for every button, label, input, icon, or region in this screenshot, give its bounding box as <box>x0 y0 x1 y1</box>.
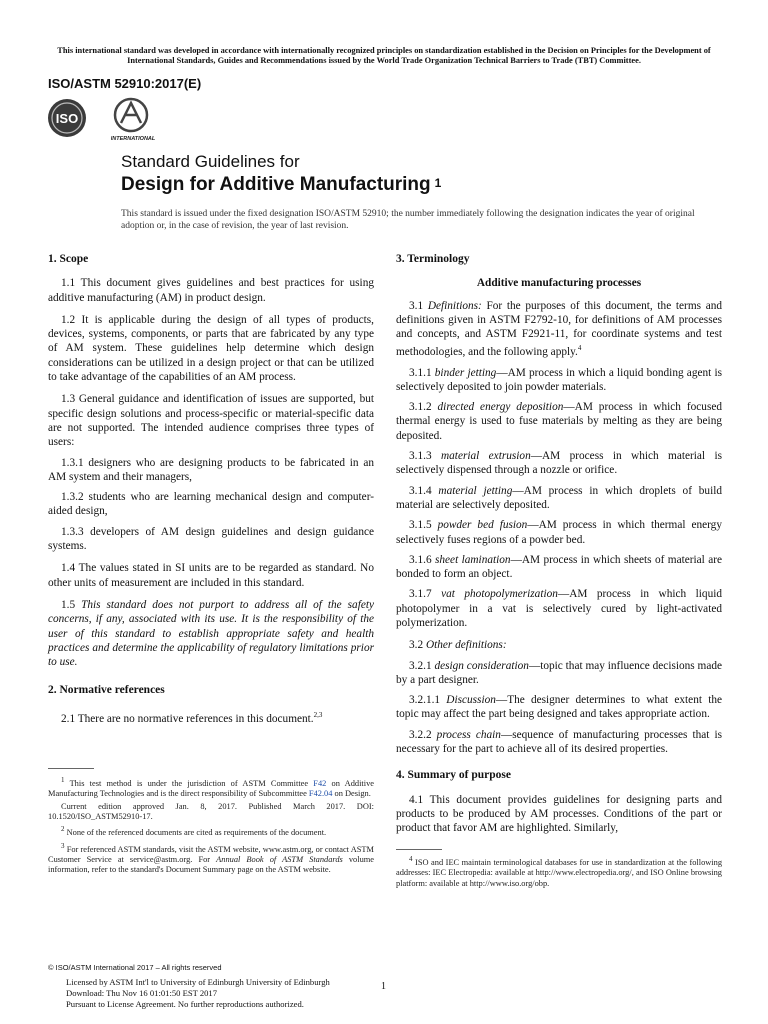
footnote-current-edition: Current edition approved Jan. 8, 2017. Published March 2017. DOI: 10.1520/ISO_ASTM52910-17. <box>48 801 374 822</box>
paragraph-1-3-1: 1.3.1 designers who are designing products to be fabricated in an AM system and their managers, <box>48 456 374 483</box>
paragraph-1-3-3: 1.3.3 developers of AM design guidelines and design guidance systems. <box>48 525 374 553</box>
section-heading-scope: 1. Scope <box>48 253 89 265</box>
subcommittee-link[interactable]: F42.04 <box>308 789 333 799</box>
footnote-4: $^4$ ISO and IEC maintain terminological databases for use in standardization at the following addresses: IEC Electropedia: available at http://www.electropedia.org/, and ISO Online browsing platform: available at http://www.iso.org/obp. <box>396 855 723 888</box>
definition-3-1-5: 3.1.5 powder bed fusion—AM process in which thermal energy selectively fuses regions of a powder bed. <box>396 519 722 546</box>
document-title <box>121 151 441 197</box>
section-heading-terminology: 3. Terminology <box>396 253 470 265</box>
paragraph-1-1: 1.1 This document gives guidelines and best practices for using additive manufacturing (AM) in product design. <box>48 277 374 304</box>
license-line-2: Download: Thu Nov 16 01:01:50 EST 2017 <box>66 988 218 998</box>
license-block <box>48 977 330 1010</box>
paragraph-2-1: 2.1 There are no normative references in this document.$^{2,3}$ <box>61 710 323 725</box>
section-heading-normative: 2. Normative references <box>48 684 165 697</box>
copyright-notice: © ISO/ASTM International 2017 – All rights reserved <box>48 963 222 972</box>
definition-3-1-1: 3.1.1 binder jetting—AM process in which a liquid bonding agent is selectively deposited to join powder materials. <box>396 366 722 393</box>
iso-logo-text: ISO <box>55 111 79 126</box>
section-heading-summary: 4. Summary of purpose <box>396 769 512 782</box>
standard-designation: ISO/ASTM 52910:2017(E) <box>48 76 202 91</box>
footnote-3: $^3$ For referenced ASTM standards, visit the ASTM website, www.astm.org, or contact ASTM Customer Service at service@astm.org. For Annual Book of ASTM Standards volume information, refer to the standard's Document Summary page on the ASTM website. <box>48 841 374 875</box>
terminology-subheading: Additive manufacturing processes <box>476 277 642 290</box>
license-line-3: Pursuant to License Agreement. No further reproductions authorized. <box>66 999 304 1009</box>
paragraph-4-1: 4.1 This document provides guidelines for designing parts and products to be produced by AM processes. Conditions of the part or product that favor AM are highlighted. Similarly, <box>396 793 722 835</box>
definition-3-2-2: 3.2.2 process chain—sequence of manufacturing processes that is necessary for the part to achieve all of its desired properties. <box>396 728 722 756</box>
page-footer <box>48 962 330 1010</box>
license-line-1: Licensed by ASTM Int'l to University of Edinburgh University of Edinburgh <box>66 977 330 987</box>
footnote-2: $^2$ None of the referenced documents are cited as requirements of the document. <box>61 825 327 838</box>
title-footnote-mark: 1 <box>434 176 442 190</box>
paragraph-1-3-2: 1.3.2 students who are learning mechanical design and computer-aided design, <box>48 491 374 518</box>
definition-3-2-1: 3.2.1 design consideration—topic that may influence decisions made by a part designer. <box>396 659 723 686</box>
footnote-1: $^1$ This test method is under the jurisdiction of ASTM Committee F42 on Additive Manufacturing Technologies and is the direct responsibility of Subcommittee F42.04 on Design. <box>48 776 374 799</box>
title-line-1: Standard Guidelines for <box>121 152 300 171</box>
left-column <box>48 252 374 734</box>
definition-3-1-2: 3.1.2 directed energy deposition—AM process in which focused thermal energy is used to fuse materials by melting as they are being deposited. <box>396 401 722 442</box>
paragraph-1-5: 1.5 This standard does not purport to address all of the safety concerns, if any, associated with its use. It is the responsibility of the user of this standard to establish appropriate safety and health practices and determine the applicability of regulatory limitations prior to use. <box>48 598 374 669</box>
definition-3-1-3: 3.1.3 material extrusion—AM process in which material is selectively dispensed through a nozzle or orifice. <box>396 450 722 477</box>
title-line-2: Design for Additive Manufacturing $^1$ <box>121 174 442 195</box>
paragraph-1-3: 1.3 General guidance and identification of issues are supported, but specific design solutions and process-specific or material-specific data are not supported. The intended audience comprises three types of users: <box>48 393 374 449</box>
left-footnotes <box>48 768 374 878</box>
iso-logo-icon <box>47 98 87 138</box>
astm-logo-text: INTERNATIONAL <box>111 136 155 142</box>
page-number: 1 <box>381 981 386 992</box>
paragraph-3-1: 3.1 Definitions: For the purposes of this document, the terms and definitions given in ASTM F2792-10, for definitions of AM processes and concepts, and ASTM F2921-11, for coordinate systems and test methodologies, and the following apply.$^4$ <box>396 299 723 359</box>
astm-logo-icon <box>111 97 155 143</box>
definition-3-2-1-1: 3.2.1.1 Discussion—The designer determines to what extent the topic may affect the part being designed and takes appropriate action. <box>396 694 722 721</box>
definition-3-1-6: 3.1.6 sheet lamination—AM process in which sheets of material are bonded to form an object. <box>396 553 722 581</box>
issued-statement: This standard is issued under the fixed designation ISO/ASTM 52910; the number immediately following the designation indicates the year of original adoption or, in the case of revision, the year of last revision. <box>121 209 695 231</box>
definition-3-1-7: 3.1.7 vat photopolymerization—AM process in which liquid photopolymer in a vat is selectively cured by light-activated polymerization. <box>396 588 723 629</box>
definition-3-1-4: 3.1.4 material jetting—AM process in which droplets of build material are selectively deposited. <box>396 484 722 511</box>
committee-link[interactable]: F42 <box>313 778 327 788</box>
paragraph-1-4: 1.4 The values stated in SI units are to be regarded as standard. No other units of measurement are included in this standard. <box>48 562 374 589</box>
paragraph-1-2: 1.2 It is applicable during the design of all types of products, devices, systems, components, or parts that are fabricated by any type of AM system. These guidelines help determine which design considerations can be utilized in a design project or that can be utilized to take advantage of the capabilities of an AM process. <box>48 313 374 384</box>
standard-notice: This international standard was developed in accordance with internationally recognized principles on standardization established in the Decision on Principles for the Development of International Standards, Guides and Recommendations issued by the World Trade Organization Technical Barriers to Trade (TBT) Committee. <box>57 46 711 65</box>
right-footnotes <box>396 849 722 891</box>
paragraph-3-2: 3.2 Other definitions: <box>409 639 507 652</box>
right-column <box>396 252 722 844</box>
